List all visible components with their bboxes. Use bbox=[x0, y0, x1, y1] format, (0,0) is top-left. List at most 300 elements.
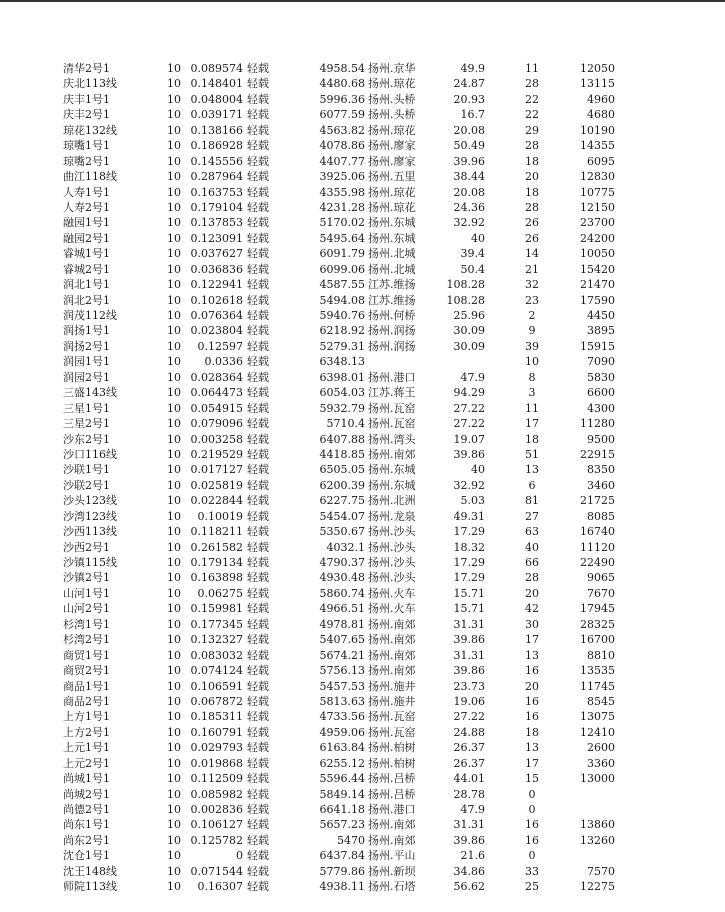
capacity-cell: 12410 bbox=[580, 725, 615, 739]
length-cell: 20.08 bbox=[453, 123, 485, 137]
substation-cell: 扬州.平山 bbox=[368, 849, 416, 863]
load-status-cell: 轻载 bbox=[247, 556, 269, 569]
value-cell: 4587.55 bbox=[319, 278, 365, 292]
value-cell: 6505.05 bbox=[319, 463, 365, 477]
count-cell: 16 bbox=[525, 664, 539, 678]
value-cell: 4978.81 bbox=[319, 617, 365, 631]
substation-cell: 扬州.新坝 bbox=[368, 864, 416, 878]
count-cell: 28 bbox=[525, 77, 539, 91]
substation-cell: 扬州.火车 bbox=[368, 602, 416, 616]
load-rate-cell: 0.064473 bbox=[190, 386, 243, 400]
substation-cell: 扬州.头桥 bbox=[368, 92, 416, 106]
capacity-cell: 4680 bbox=[587, 108, 615, 122]
line-name-cell: 上元2号1 bbox=[63, 756, 110, 770]
substation-cell: 扬州.琼花 bbox=[368, 185, 416, 199]
load-status-cell: 轻载 bbox=[247, 339, 269, 353]
length-cell: 24.88 bbox=[453, 725, 485, 739]
value-cell: 6054.03 bbox=[319, 386, 365, 400]
count-cell: 28 bbox=[525, 571, 539, 585]
capacity-cell: 13535 bbox=[580, 664, 615, 678]
count-cell: 26 bbox=[525, 231, 539, 245]
length-cell: 26.37 bbox=[453, 756, 485, 770]
voltage-cell: 10 bbox=[167, 509, 181, 523]
voltage-cell: 10 bbox=[167, 262, 181, 276]
capacity-cell: 13260 bbox=[580, 833, 615, 847]
voltage-cell: 10 bbox=[167, 92, 181, 106]
voltage-cell: 10 bbox=[167, 787, 181, 801]
line-name-cell: 三盛143线 bbox=[63, 386, 117, 400]
voltage-cell: 10 bbox=[167, 231, 181, 245]
load-status-cell: 轻载 bbox=[247, 849, 269, 863]
capacity-cell: 6095 bbox=[587, 154, 615, 168]
load-rate-cell: 0.160791 bbox=[190, 725, 243, 739]
count-cell: 16 bbox=[525, 710, 539, 724]
value-cell: 4959.06 bbox=[319, 725, 365, 739]
count-cell: 51 bbox=[525, 447, 539, 461]
load-status-cell: 轻载 bbox=[247, 432, 269, 446]
load-status-cell: 轻载 bbox=[247, 62, 269, 75]
count-cell: 0 bbox=[528, 803, 536, 816]
value-cell: 5756.13 bbox=[319, 664, 365, 678]
value-cell: 5596.44 bbox=[319, 772, 365, 786]
load-rate-cell: 0.017127 bbox=[190, 463, 243, 477]
load-status-cell: 轻载 bbox=[247, 633, 269, 647]
load-status-cell: 轻载 bbox=[247, 293, 269, 307]
load-rate-cell: 0.112509 bbox=[190, 772, 243, 786]
document-page bbox=[0, 2, 725, 912]
load-status-cell: 轻载 bbox=[247, 710, 269, 724]
load-rate-cell: 0.132327 bbox=[190, 633, 243, 647]
substation-cell: 扬州.东城 bbox=[368, 231, 416, 245]
load-status-cell: 轻载 bbox=[247, 370, 269, 384]
line-name-cell: 上方1号1 bbox=[63, 710, 110, 724]
length-cell: 94.29 bbox=[453, 386, 485, 400]
substation-cell: 江苏.维扬 bbox=[368, 293, 416, 307]
value-cell: 5350.67 bbox=[319, 525, 365, 539]
count-cell: 30 bbox=[525, 617, 539, 631]
value-cell: 6398.01 bbox=[319, 370, 365, 384]
count-cell: 0 bbox=[528, 787, 536, 801]
substation-cell: 扬州.琼花 bbox=[368, 200, 416, 214]
line-name-cell: 庆丰1号1 bbox=[63, 92, 110, 106]
voltage-cell: 10 bbox=[167, 185, 181, 199]
load-status-cell: 轻载 bbox=[247, 509, 269, 523]
count-cell: 13 bbox=[525, 648, 539, 662]
line-name-cell: 沙口116线 bbox=[63, 447, 117, 461]
voltage-cell: 10 bbox=[167, 370, 181, 384]
substation-cell: 扬州.瓦窑 bbox=[368, 417, 416, 431]
value-cell: 6437.84 bbox=[319, 849, 365, 863]
length-cell: 40 bbox=[471, 231, 485, 245]
length-cell: 108.28 bbox=[446, 278, 485, 292]
count-cell: 81 bbox=[525, 494, 539, 508]
value-cell: 5457.53 bbox=[319, 679, 365, 693]
capacity-cell: 3460 bbox=[587, 478, 615, 492]
count-cell: 40 bbox=[525, 540, 539, 554]
capacity-cell: 16700 bbox=[580, 633, 615, 647]
length-cell: 39.96 bbox=[453, 154, 485, 168]
substation-cell: 扬州.南郊 bbox=[368, 447, 416, 461]
value-cell: 4418.85 bbox=[319, 447, 365, 461]
voltage-cell: 10 bbox=[167, 556, 181, 569]
capacity-cell: 7670 bbox=[587, 586, 615, 600]
load-status-cell: 轻载 bbox=[247, 602, 269, 616]
voltage-cell: 10 bbox=[167, 725, 181, 739]
capacity-cell: 4960 bbox=[587, 92, 615, 106]
capacity-cell: 3360 bbox=[587, 756, 615, 770]
line-name-cell: 庆丰2号1 bbox=[63, 108, 110, 122]
substation-cell: 扬州.柏树 bbox=[368, 756, 416, 770]
count-cell: 28 bbox=[525, 200, 539, 214]
load-rate-cell: 0.145556 bbox=[190, 154, 243, 168]
line-name-cell: 润北2号1 bbox=[63, 293, 110, 307]
length-cell: 17.29 bbox=[453, 525, 485, 539]
voltage-cell: 10 bbox=[167, 478, 181, 492]
load-rate-cell: 0.125782 bbox=[190, 833, 243, 847]
length-cell: 21.6 bbox=[460, 849, 485, 863]
substation-cell: 扬州.东城 bbox=[368, 463, 416, 477]
substation-cell: 扬州.润扬 bbox=[368, 324, 416, 338]
length-cell: 19.07 bbox=[453, 432, 485, 446]
length-cell: 15.71 bbox=[453, 602, 485, 616]
capacity-cell: 15420 bbox=[580, 262, 615, 276]
load-status-cell: 轻载 bbox=[247, 772, 269, 786]
length-cell: 24.87 bbox=[453, 77, 485, 91]
length-cell: 5.03 bbox=[460, 494, 485, 508]
substation-cell: 扬州.东城 bbox=[368, 216, 416, 230]
substation-cell: 扬州.东城 bbox=[368, 478, 416, 492]
line-name-cell: 商贸2号1 bbox=[63, 664, 110, 678]
length-cell: 39.4 bbox=[460, 247, 485, 261]
voltage-cell: 10 bbox=[167, 648, 181, 662]
length-cell: 24.36 bbox=[453, 200, 485, 214]
capacity-cell: 12275 bbox=[580, 880, 615, 894]
count-cell: 17 bbox=[525, 417, 539, 431]
value-cell: 6227.75 bbox=[319, 494, 365, 508]
voltage-cell: 10 bbox=[167, 417, 181, 431]
capacity-cell: 6600 bbox=[587, 386, 615, 400]
count-cell: 20 bbox=[525, 679, 539, 693]
load-rate-cell: 0.028364 bbox=[190, 370, 243, 384]
voltage-cell: 10 bbox=[167, 494, 181, 508]
load-rate-cell: 0.0336 bbox=[204, 355, 243, 369]
voltage-cell: 10 bbox=[167, 401, 181, 415]
length-cell: 34.86 bbox=[453, 864, 485, 878]
length-cell: 20.93 bbox=[453, 92, 485, 106]
load-rate-cell: 0.002836 bbox=[190, 803, 243, 816]
line-name-cell: 润扬2号1 bbox=[63, 339, 110, 353]
line-name-cell: 沈仓1号1 bbox=[63, 849, 110, 863]
length-cell: 25.96 bbox=[453, 309, 485, 322]
length-cell: 26.37 bbox=[453, 741, 485, 755]
line-name-cell: 琼嘴2号1 bbox=[63, 154, 110, 168]
capacity-cell: 7570 bbox=[587, 864, 615, 878]
length-cell: 32.92 bbox=[453, 478, 485, 492]
load-status-cell: 轻载 bbox=[247, 741, 269, 755]
value-cell: 4966.51 bbox=[319, 602, 365, 616]
substation-cell: 扬州.港口 bbox=[368, 370, 416, 384]
voltage-cell: 10 bbox=[167, 525, 181, 539]
length-cell: 32.92 bbox=[453, 216, 485, 230]
length-cell: 23.73 bbox=[453, 679, 485, 693]
voltage-cell: 10 bbox=[167, 664, 181, 678]
substation-cell: 扬州.京华 bbox=[368, 62, 416, 75]
count-cell: 16 bbox=[525, 694, 539, 708]
load-rate-cell: 0.071544 bbox=[190, 864, 243, 878]
value-cell: 6163.84 bbox=[319, 741, 365, 755]
load-rate-cell: 0.022844 bbox=[190, 494, 243, 508]
line-name-cell: 润园1号1 bbox=[63, 355, 110, 369]
load-rate-cell: 0.029793 bbox=[190, 741, 243, 755]
load-rate-cell: 0.074124 bbox=[190, 664, 243, 678]
length-cell: 40 bbox=[471, 463, 485, 477]
substation-cell: 扬州.沙头 bbox=[368, 540, 416, 554]
substation-cell: 扬州.沙头 bbox=[368, 525, 416, 539]
load-status-cell: 轻载 bbox=[247, 355, 269, 369]
count-cell: 16 bbox=[525, 833, 539, 847]
load-rate-cell: 0.287964 bbox=[190, 170, 243, 184]
line-name-cell: 师院113线 bbox=[63, 880, 117, 894]
load-rate-cell: 0.261582 bbox=[190, 540, 243, 554]
value-cell: 6200.39 bbox=[319, 478, 365, 492]
length-cell: 19.06 bbox=[453, 694, 485, 708]
load-rate-cell: 0.039171 bbox=[190, 108, 243, 122]
line-name-cell: 琼嘴1号1 bbox=[63, 139, 110, 153]
capacity-cell: 13115 bbox=[580, 77, 615, 91]
length-cell: 39.86 bbox=[453, 664, 485, 678]
voltage-cell: 10 bbox=[167, 617, 181, 631]
line-name-cell: 沙镇115线 bbox=[63, 556, 117, 569]
length-cell: 49.9 bbox=[460, 62, 485, 75]
count-cell: 15 bbox=[525, 772, 539, 786]
capacity-cell: 4300 bbox=[587, 401, 615, 415]
capacity-cell: 11280 bbox=[580, 417, 615, 431]
load-rate-cell: 0.085982 bbox=[190, 787, 243, 801]
line-name-cell: 尚东1号1 bbox=[63, 818, 110, 832]
voltage-cell: 10 bbox=[167, 309, 181, 322]
line-name-cell: 商品2号1 bbox=[63, 694, 110, 708]
load-status-cell: 轻载 bbox=[247, 170, 269, 184]
capacity-cell: 16740 bbox=[580, 525, 615, 539]
line-name-cell: 沙东2号1 bbox=[63, 432, 110, 446]
substation-cell: 扬州.何桥 bbox=[368, 309, 416, 322]
load-rate-cell: 0.179134 bbox=[190, 556, 243, 569]
voltage-cell: 10 bbox=[167, 586, 181, 600]
load-rate-cell: 0.137853 bbox=[190, 216, 243, 230]
load-status-cell: 轻载 bbox=[247, 494, 269, 508]
value-cell: 5495.64 bbox=[319, 231, 365, 245]
line-name-cell: 曲江118线 bbox=[63, 170, 117, 184]
capacity-cell: 24200 bbox=[580, 231, 615, 245]
load-rate-cell: 0.118211 bbox=[190, 525, 243, 539]
count-cell: 66 bbox=[525, 556, 539, 569]
voltage-cell: 10 bbox=[167, 170, 181, 184]
value-cell: 6348.13 bbox=[319, 355, 365, 369]
length-cell: 49.31 bbox=[453, 509, 485, 523]
count-cell: 11 bbox=[525, 62, 539, 75]
count-cell: 9 bbox=[528, 324, 536, 338]
value-cell: 6641.18 bbox=[319, 803, 365, 816]
load-status-cell: 轻载 bbox=[247, 664, 269, 678]
load-status-cell: 轻载 bbox=[247, 525, 269, 539]
load-rate-cell: 0.159981 bbox=[190, 602, 243, 616]
load-status-cell: 轻载 bbox=[247, 278, 269, 292]
capacity-cell: 8085 bbox=[587, 509, 615, 523]
load-status-cell: 轻载 bbox=[247, 123, 269, 137]
value-cell: 5813.63 bbox=[319, 694, 365, 708]
load-rate-cell: 0.122941 bbox=[190, 278, 243, 292]
value-cell: 4231.28 bbox=[319, 200, 365, 214]
load-rate-cell: 0.054915 bbox=[190, 401, 243, 415]
load-rate-cell: 0.089574 bbox=[190, 62, 243, 75]
substation-cell: 扬州.南郊 bbox=[368, 648, 416, 662]
load-rate-cell: 0.185311 bbox=[190, 710, 243, 724]
line-name-cell: 融园1号1 bbox=[63, 216, 110, 230]
capacity-cell: 22490 bbox=[580, 556, 615, 569]
load-rate-cell: 0.148401 bbox=[190, 77, 243, 91]
value-cell: 5407.65 bbox=[319, 633, 365, 647]
voltage-cell: 10 bbox=[167, 633, 181, 647]
length-cell: 31.31 bbox=[453, 818, 485, 832]
substation-cell: 扬州.瓦窑 bbox=[368, 710, 416, 724]
line-name-cell: 沙西2号1 bbox=[63, 540, 110, 554]
value-cell: 4958.54 bbox=[319, 62, 365, 75]
substation-cell: 扬州.廖家 bbox=[368, 154, 416, 168]
substation-cell: 扬州.龙泉 bbox=[368, 509, 416, 523]
load-status-cell: 轻载 bbox=[247, 679, 269, 693]
line-name-cell: 琼花132线 bbox=[63, 123, 117, 137]
voltage-cell: 10 bbox=[167, 200, 181, 214]
count-cell: 28 bbox=[525, 139, 539, 153]
length-cell: 18.32 bbox=[453, 540, 485, 554]
count-cell: 33 bbox=[525, 864, 539, 878]
voltage-cell: 10 bbox=[167, 571, 181, 585]
load-rate-cell: 0.10019 bbox=[197, 509, 243, 523]
load-status-cell: 轻载 bbox=[247, 864, 269, 878]
load-rate-cell: 0.037627 bbox=[190, 247, 243, 261]
count-cell: 17 bbox=[525, 633, 539, 647]
count-cell: 22 bbox=[525, 92, 539, 106]
capacity-cell: 10050 bbox=[580, 247, 615, 261]
load-status-cell: 轻载 bbox=[247, 386, 269, 400]
load-status-cell: 轻载 bbox=[247, 694, 269, 708]
capacity-cell: 11745 bbox=[580, 679, 615, 693]
line-name-cell: 沙联2号1 bbox=[63, 478, 110, 492]
capacity-cell: 13860 bbox=[580, 818, 615, 832]
line-name-cell: 尚城2号1 bbox=[63, 787, 110, 801]
voltage-cell: 10 bbox=[167, 339, 181, 353]
load-rate-cell: 0.076364 bbox=[190, 309, 243, 322]
line-name-cell: 庆北113线 bbox=[63, 77, 117, 91]
capacity-cell: 21725 bbox=[580, 494, 615, 508]
capacity-cell: 2600 bbox=[587, 741, 615, 755]
count-cell: 27 bbox=[525, 509, 539, 523]
count-cell: 14 bbox=[525, 247, 539, 261]
capacity-cell: 10190 bbox=[580, 123, 615, 137]
line-name-cell: 商贸1号1 bbox=[63, 648, 110, 662]
capacity-cell: 17590 bbox=[580, 293, 615, 307]
length-cell: 56.62 bbox=[453, 880, 485, 894]
voltage-cell: 10 bbox=[167, 864, 181, 878]
voltage-cell: 10 bbox=[167, 108, 181, 122]
voltage-cell: 10 bbox=[167, 772, 181, 786]
count-cell: 17 bbox=[525, 756, 539, 770]
load-status-cell: 轻载 bbox=[247, 200, 269, 214]
capacity-cell: 28325 bbox=[580, 617, 615, 631]
load-rate-cell: 0.186928 bbox=[190, 139, 243, 153]
capacity-cell: 8810 bbox=[587, 648, 615, 662]
load-status-cell: 轻载 bbox=[247, 92, 269, 106]
value-cell: 5710.4 bbox=[326, 417, 365, 431]
capacity-cell: 12150 bbox=[580, 200, 615, 214]
voltage-cell: 10 bbox=[167, 833, 181, 847]
length-cell: 28.78 bbox=[453, 787, 485, 801]
capacity-cell: 13000 bbox=[580, 772, 615, 786]
load-status-cell: 轻载 bbox=[247, 247, 269, 261]
load-rate-cell: 0.123091 bbox=[190, 231, 243, 245]
value-cell: 4563.82 bbox=[319, 123, 365, 137]
load-rate-cell: 0.019868 bbox=[190, 756, 243, 770]
count-cell: 23 bbox=[525, 293, 539, 307]
capacity-cell: 9065 bbox=[587, 571, 615, 585]
voltage-cell: 10 bbox=[167, 324, 181, 338]
count-cell: 29 bbox=[525, 123, 539, 137]
substation-cell: 扬州.火车 bbox=[368, 586, 416, 600]
line-name-cell: 沈王148线 bbox=[63, 864, 117, 878]
count-cell: 6 bbox=[528, 478, 536, 492]
load-status-cell: 轻载 bbox=[247, 216, 269, 230]
line-name-cell: 三星2号1 bbox=[63, 417, 110, 431]
voltage-cell: 10 bbox=[167, 62, 181, 75]
substation-cell: 扬州.吕桥 bbox=[368, 772, 416, 786]
load-rate-cell: 0.16307 bbox=[197, 880, 243, 894]
voltage-cell: 10 bbox=[167, 803, 181, 816]
load-status-cell: 轻载 bbox=[247, 324, 269, 338]
substation-cell: 江苏.维扬 bbox=[368, 278, 416, 292]
value-cell: 4733.56 bbox=[319, 710, 365, 724]
load-rate-cell: 0.219529 bbox=[190, 447, 243, 461]
voltage-cell: 10 bbox=[167, 154, 181, 168]
line-name-cell: 清华2号1 bbox=[63, 62, 110, 75]
capacity-cell: 8545 bbox=[587, 694, 615, 708]
load-rate-cell: 0.036836 bbox=[190, 262, 243, 276]
voltage-cell: 10 bbox=[167, 880, 181, 894]
line-name-cell: 杉湾1号1 bbox=[63, 617, 110, 631]
load-status-cell: 轻载 bbox=[247, 880, 269, 894]
voltage-cell: 10 bbox=[167, 463, 181, 477]
substation-cell: 扬州.南郊 bbox=[368, 664, 416, 678]
line-name-cell: 商品1号1 bbox=[63, 679, 110, 693]
value-cell: 6099.06 bbox=[319, 262, 365, 276]
load-status-cell: 轻载 bbox=[247, 756, 269, 770]
value-cell: 5674.21 bbox=[319, 648, 365, 662]
length-cell: 39.86 bbox=[453, 833, 485, 847]
load-rate-cell: 0.079096 bbox=[190, 417, 243, 431]
load-status-cell: 轻载 bbox=[247, 139, 269, 153]
length-cell: 15.71 bbox=[453, 586, 485, 600]
capacity-cell: 5830 bbox=[587, 370, 615, 384]
substation-cell: 扬州.柏树 bbox=[368, 741, 416, 755]
load-status-cell: 轻载 bbox=[247, 154, 269, 168]
voltage-cell: 10 bbox=[167, 293, 181, 307]
capacity-cell: 4450 bbox=[587, 309, 615, 322]
load-rate-cell: 0.102618 bbox=[190, 293, 243, 307]
voltage-cell: 10 bbox=[167, 694, 181, 708]
value-cell: 5657.23 bbox=[319, 818, 365, 832]
capacity-cell: 11120 bbox=[580, 540, 615, 554]
capacity-cell: 22915 bbox=[580, 447, 615, 461]
value-cell: 5940.76 bbox=[319, 309, 365, 322]
